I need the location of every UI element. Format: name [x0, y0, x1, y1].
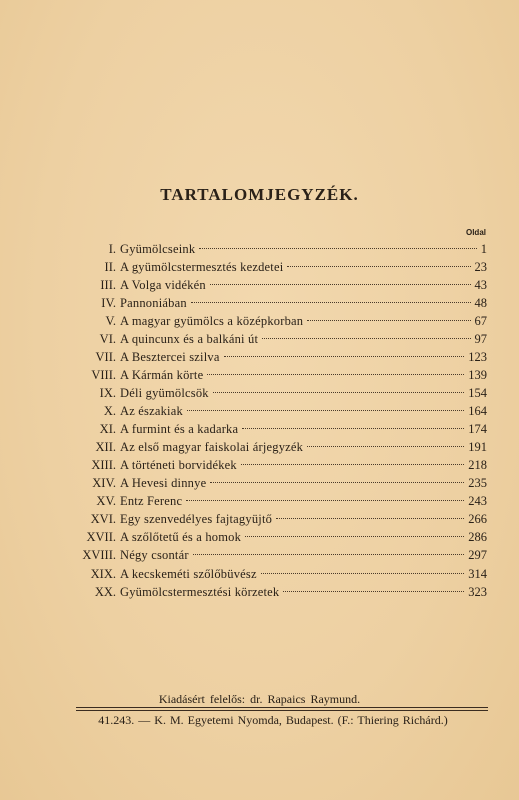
chapter-number: XVII.	[86, 530, 116, 544]
toc-entry	[120, 438, 487, 456]
dot-leader	[210, 482, 464, 483]
chapter-number: XI.	[99, 422, 116, 436]
toc-row	[0, 294, 519, 312]
page-number: 43	[474, 278, 487, 292]
page-number: 97	[474, 332, 487, 346]
chapter-title: Déli gyümölcsök	[120, 386, 209, 400]
page-number: 243	[468, 494, 487, 508]
chapter-number: VI.	[99, 332, 116, 346]
toc-row	[0, 276, 519, 294]
page-number: 314	[468, 567, 487, 581]
chapter-number: XX.	[94, 585, 116, 599]
page-number: 174	[468, 422, 487, 436]
dot-leader	[191, 302, 471, 303]
toc-row	[0, 312, 519, 330]
toc-entry	[120, 240, 487, 258]
toc-entry	[120, 294, 487, 312]
toc-entry	[120, 258, 487, 276]
toc-entry	[120, 510, 487, 528]
chapter-number: II.	[104, 260, 116, 274]
chapter-title: A Volga vidékén	[120, 278, 206, 292]
page-number: 218	[468, 458, 487, 472]
chapter-number: XII.	[95, 440, 116, 454]
dot-leader	[242, 428, 464, 429]
toc-row	[0, 240, 519, 258]
page-number: 235	[468, 476, 487, 490]
chapter-title: Pannoniában	[120, 296, 187, 310]
toc-entry	[120, 474, 487, 492]
chapter-number: XIV.	[92, 476, 116, 490]
toc-entry	[120, 583, 487, 601]
toc-entry	[120, 366, 487, 384]
toc-entry	[120, 456, 487, 474]
chapter-title: Gyümölcseink	[120, 242, 196, 256]
dot-leader	[307, 446, 464, 447]
page-number: 191	[468, 440, 487, 454]
chapter-title: A szőlőtetű és a homok	[120, 530, 242, 544]
dot-leader	[207, 374, 464, 375]
dot-leader	[245, 536, 464, 537]
toc-row	[0, 384, 519, 402]
toc-row	[0, 366, 519, 384]
dot-leader	[241, 464, 464, 465]
chapter-number: VII.	[95, 350, 116, 364]
chapter-title: Négy csontár	[120, 548, 189, 562]
toc-row	[0, 438, 519, 456]
toc-entry	[120, 420, 487, 438]
chapter-title: A quincunx és a balkáni út	[120, 332, 259, 346]
dot-leader	[307, 320, 470, 321]
page-number: 139	[468, 368, 487, 382]
toc-entry	[120, 312, 487, 330]
page-number: 266	[468, 512, 487, 526]
toc-row	[0, 510, 519, 528]
toc-row	[0, 330, 519, 348]
toc-row	[0, 528, 519, 546]
toc-row	[0, 258, 519, 276]
chapter-title: A furmint és a kadarka	[120, 422, 239, 436]
chapter-title: Az első magyar faiskolai árjegyzék	[120, 440, 304, 454]
toc-row	[0, 492, 519, 510]
page-number: 323	[468, 585, 487, 599]
chapter-number: XV.	[96, 494, 116, 508]
footer-rule	[76, 707, 488, 708]
page-title: TARTALOMJEGYZÉK.	[160, 185, 359, 204]
toc-row	[0, 348, 519, 366]
chapter-title: A történeti borvidékek	[120, 458, 237, 472]
toc-entry	[120, 546, 487, 564]
chapter-number: V.	[105, 314, 116, 328]
dot-leader	[262, 338, 470, 339]
chapter-number: X.	[103, 404, 116, 418]
footer-rule	[76, 710, 488, 711]
dot-leader	[276, 518, 464, 519]
chapter-number: XVIII.	[82, 548, 116, 562]
chapter-number: XVI.	[90, 512, 116, 526]
chapter-title: Entz Ferenc	[120, 494, 183, 508]
page-number: 48	[474, 296, 487, 310]
toc-row	[0, 402, 519, 420]
page-number: 67	[474, 314, 487, 328]
toc-row	[0, 565, 519, 583]
chapter-number: III.	[100, 278, 116, 292]
page-number: 23	[474, 260, 487, 274]
chapter-number: I.	[108, 242, 116, 256]
toc-row	[0, 546, 519, 564]
dot-leader	[187, 410, 464, 411]
chapter-number: VIII.	[91, 368, 116, 382]
dot-leader	[210, 284, 471, 285]
toc-entry	[120, 330, 487, 348]
chapter-number: XIII.	[91, 458, 116, 472]
toc-row	[0, 474, 519, 492]
footer-printer: 41.243. — K. M. Egyetemi Nyomda, Budapest. (F.: Thiering Richárd.)	[98, 713, 448, 727]
chapter-title: Egy szenvedélyes fajtagyüjtő	[120, 512, 273, 526]
chapter-number: IV.	[101, 296, 116, 310]
toc-entry	[120, 276, 487, 294]
page-number: 1	[480, 242, 487, 256]
chapter-title: Gyümölcstermesztési körzetek	[120, 585, 280, 599]
toc-entry	[120, 565, 487, 583]
chapter-title: A kecskeméti szőlőbüvész	[120, 567, 257, 581]
chapter-title: A Hevesi dinnye	[120, 476, 207, 490]
dot-leader	[287, 266, 470, 267]
toc-entry	[120, 348, 487, 366]
chapter-title: A gyümölcstermesztés kezdetei	[120, 260, 284, 274]
toc-entry	[120, 492, 487, 510]
toc-entry	[120, 402, 487, 420]
toc-row	[0, 456, 519, 474]
dot-leader	[283, 591, 464, 592]
toc-row	[0, 420, 519, 438]
dot-leader	[186, 500, 464, 501]
chapter-title: A Besztercei szilva	[120, 350, 220, 364]
dot-leader	[224, 356, 465, 357]
page-number: 297	[468, 548, 487, 562]
chapter-title: A Kármán körte	[120, 368, 204, 382]
footer-responsible: Kiadásért felelős: dr. Rapaics Raymund.	[158, 692, 361, 706]
dot-leader	[213, 392, 464, 393]
page-number: 286	[468, 530, 487, 544]
dot-leader	[193, 554, 465, 555]
dot-leader	[199, 248, 476, 249]
page-number: 164	[468, 404, 487, 418]
chapter-title: Az északiak	[120, 404, 183, 418]
chapter-number: IX.	[99, 386, 116, 400]
page-number: 123	[468, 350, 487, 364]
page-number: 154	[468, 386, 487, 400]
page-column-header: Oldal	[465, 228, 486, 237]
chapter-title: A magyar gyümölcs a középkorban	[120, 314, 304, 328]
toc-entry	[120, 528, 487, 546]
chapter-number: XIX.	[90, 567, 116, 581]
toc-row	[0, 583, 519, 601]
toc-entry	[120, 384, 487, 402]
dot-leader	[261, 573, 465, 574]
